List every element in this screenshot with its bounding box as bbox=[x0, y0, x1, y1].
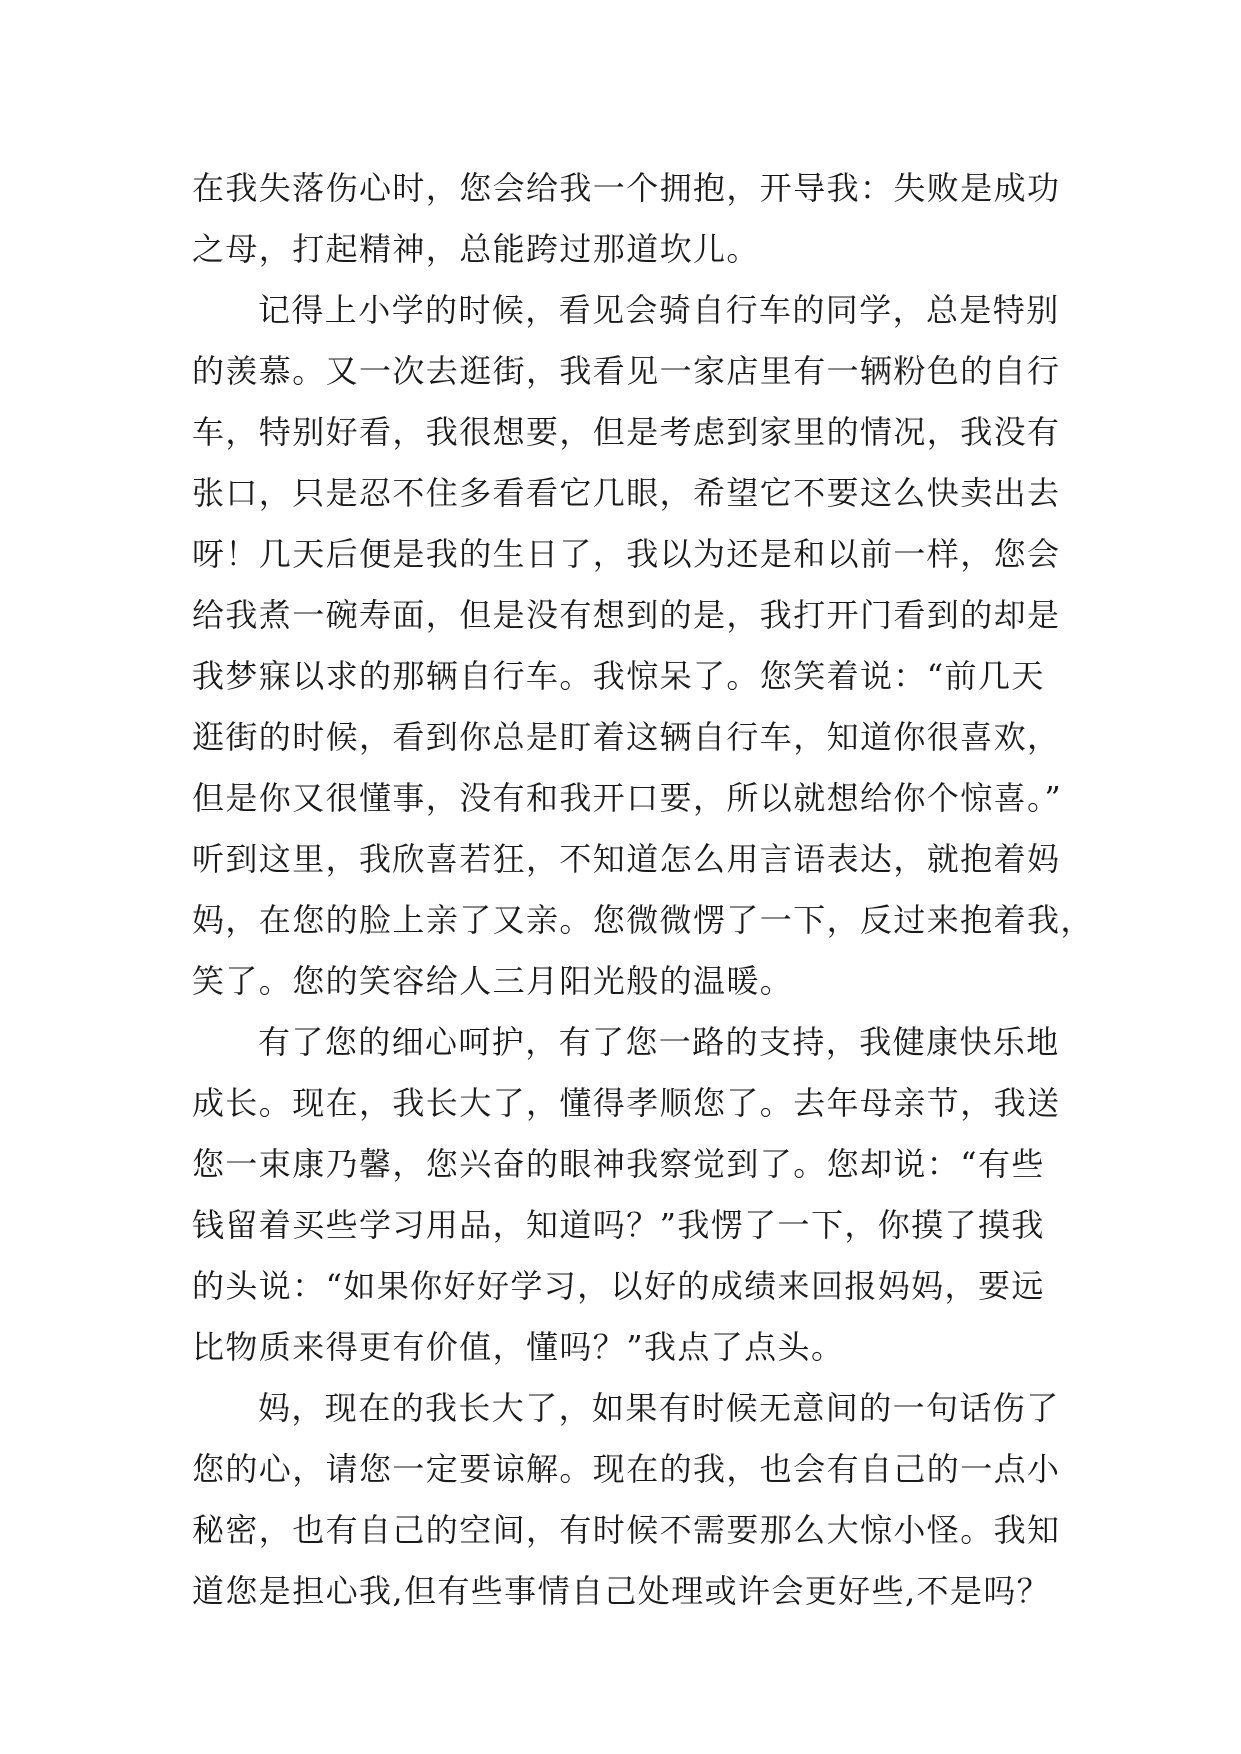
paragraph-start-line: 有了您的细心呵护，有了您一路的支持，我健康快乐地 bbox=[258, 1023, 1060, 1061]
text-line: 的头说：“如果你好好学习，以好的成绩来回报妈妈，要远 bbox=[192, 1267, 1045, 1305]
text-line: 逛街的时候，看到你总是盯着这辆自行车，知道你很喜欢， bbox=[192, 718, 1061, 756]
paragraph-start-line: 记得上小学的时候，看见会骑自行车的同学，总是特别 bbox=[258, 291, 1060, 329]
text-line: 我梦寐以求的那辆自行车。我惊呆了。您笑着说：“前几天 bbox=[192, 657, 1045, 695]
text-line: 秘密，也有自己的空间，有时候不需要那么大惊小怪。我知 bbox=[192, 1511, 1061, 1549]
text-line: 您一束康乃馨，您兴奋的眼神我察觉到了。您却说：“有些 bbox=[192, 1145, 1045, 1183]
text-line: 之母，打起精神，总能跨过那道坎儿。 bbox=[192, 230, 760, 268]
text-line: 成长。现在，我长大了，懂得孝顺您了。去年母亲节，我送 bbox=[192, 1084, 1061, 1122]
text-line: 听到这里，我欣喜若狂，不知道怎么用言语表达，就抱着妈 bbox=[192, 840, 1061, 878]
text-line: 的羡慕。又一次去逛街，我看见一家店里有一辆粉色的自行 bbox=[192, 352, 1061, 390]
text-line: 给我煮一碗寿面，但是没有想到的是，我打开门看到的却是 bbox=[192, 596, 1061, 634]
paragraph-start-line: 妈，现在的我长大了，如果有时候无意间的一句话伤了 bbox=[258, 1389, 1060, 1427]
text-line: 钱留着买些学习用品，知道吗？”我愣了一下，你摸了摸我 bbox=[192, 1206, 1045, 1244]
text-line: 笑了。您的笑容给人三月阳光般的温暖。 bbox=[192, 962, 794, 1000]
text-line: 比物质来得更有价值，懂吗？”我点了点头。 bbox=[192, 1328, 845, 1366]
essay-body bbox=[192, 158, 1094, 1622]
text-line: 车，特别好看，我很想要，但是考虑到家里的情况，我没有 bbox=[192, 413, 1061, 451]
text-line: 呀！几天后便是我的生日了，我以为还是和以前一样，您会 bbox=[192, 535, 1061, 573]
text-line: 妈，在您的脸上亲了又亲。您微微愣了一下，反过来抱着我， bbox=[192, 901, 1094, 939]
text-line: 在我失落伤心时，您会给我一个拥抱，开导我：失败是成功 bbox=[192, 169, 1061, 207]
text-line: 张口，只是忍不住多看看它几眼，希望它不要这么快卖出去 bbox=[192, 474, 1061, 512]
text-line: 但是你又很懂事，没有和我开口要，所以就想给你个惊喜。” bbox=[192, 779, 1063, 817]
text-line: 道您是担心我,但有些事情自己处理或许会更好些,不是吗？ bbox=[192, 1572, 1051, 1610]
text-line: 您的心，请您一定要谅解。现在的我，也会有自己的一点小 bbox=[192, 1450, 1061, 1488]
